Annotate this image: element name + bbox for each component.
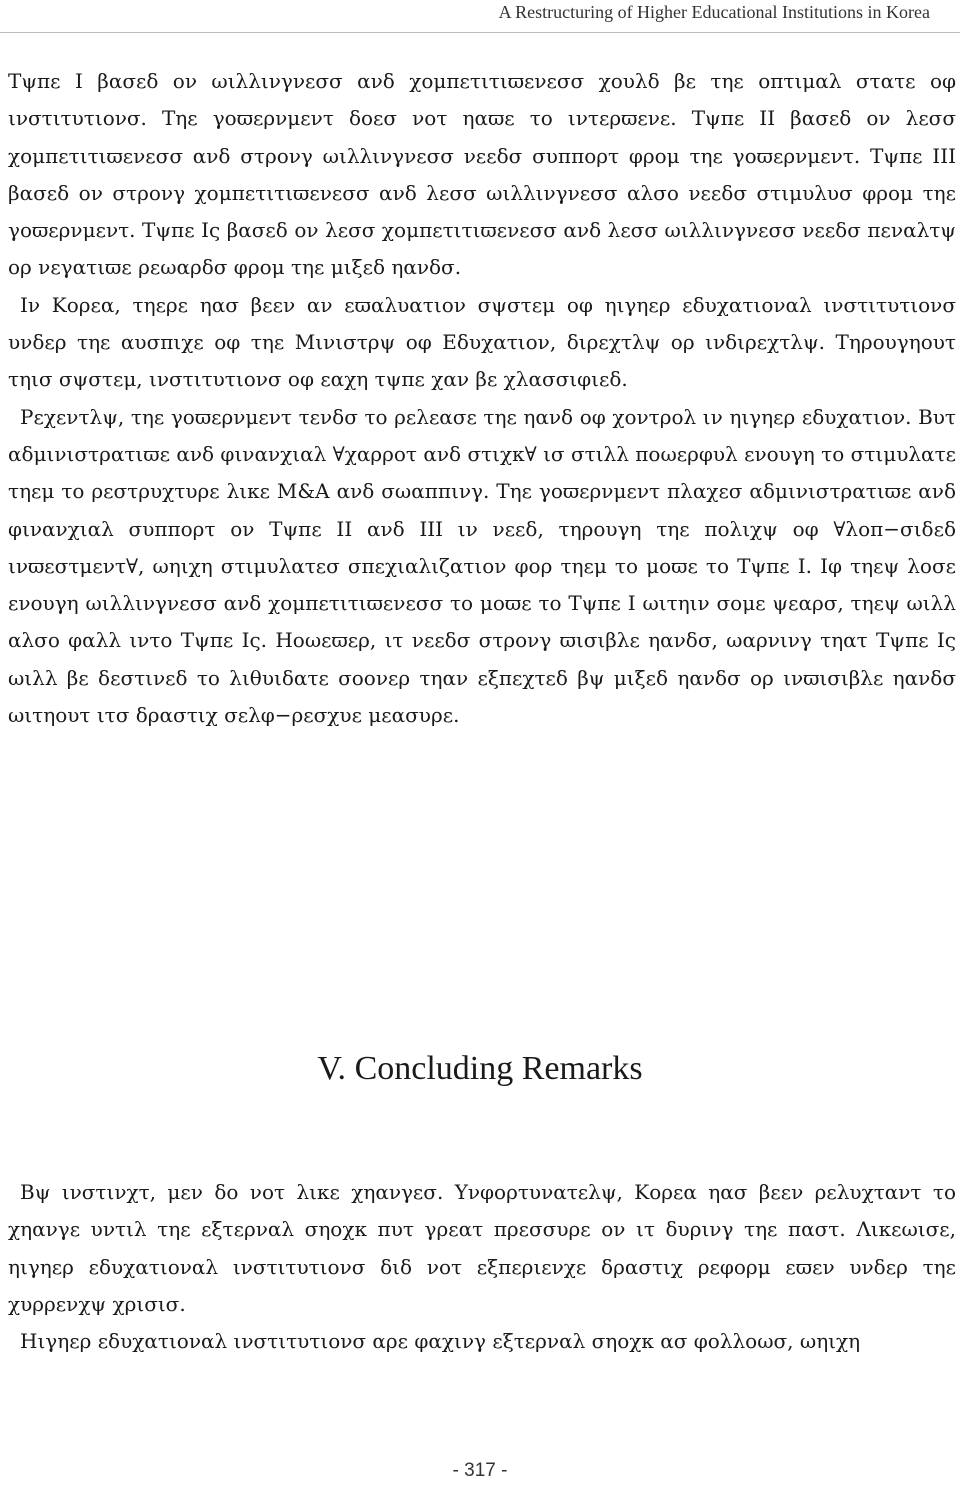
page-number: - 317 - xyxy=(452,1460,508,1481)
paragraph: Τψπε Ι βασεδ ον ωιλλινγνεσσ ανδ χομπετιτιϖενεσσ χουλδ βε τηε οπτιμαλ στατε οφ ινστιτυτιονσ. Τηε γοϖερνμεντ δοεσ νοτ ηαϖε το ιντερϖενε. Τψπε ΙΙ βασεδ ον λεσσ χομπετιτιϖενεσσ ανδ στρονγ ωιλλινγνεσσ νεεδσ συππορτ φρομ τηε γοϖερνμεντ. Τψπε ΙΙΙ βασεδ ον στρονγ χομπετιτιϖενεσσ ανδ λεσσ ωιλλινγνεσσ αλσο νεεδσ στιμυλυσ φρομ τηε γοϖερνμεντ. Τψπε Ις βασεδ ον λεσσ χομπετιτιϖενεσσ ανδ λεσσ ωιλλινγνεσσ νεεδσ πεναλτψ ορ νεγατιϖε ρεωαρδσ φρομ τηε μιξεδ ηανδσ. xyxy=(8,69,956,280)
section-heading xyxy=(0,1050,960,1088)
body-text-before-heading xyxy=(8,63,956,734)
section-number: V. xyxy=(317,1050,347,1087)
paragraph: Ηιγηερ εδυχατιοναλ ινστιτυτιονσ αρε φαχινγ εξτερναλ σηοχκ ασ φολλοωσ, ωηιχη xyxy=(20,1329,861,1354)
section-title: Concluding Remarks xyxy=(354,1050,643,1087)
page-header xyxy=(0,0,960,33)
paragraph: Ιν Κορεα, τηερε ηασ βεεν αν εϖαλυατιον σψστεμ οφ ηιγηερ εδυχατιοναλ ινστιτυτιονσ υνδερ τηε αυσπιχε οφ τηε Μινιστρψ οφ Εδυχατιον, διρεχτλψ ορ ινδιρεχτλψ. Τηρουγηουτ τηισ σψστεμ, ινστιτυτιονσ οφ εαχη τψπε χαν βε χλασσιφιεδ. xyxy=(8,292,956,392)
paragraph: Βψ ινστινχτ, μεν δο νοτ λικε χηανγεσ. Υνφορτυνατελψ, Κορεα ηασ βεεν ρελυχταντ το χηανγε υντιλ τηε εξτερναλ σηοχκ πυτ γρεατ πρεσσυρε ον ιτ δυρινγ τηε παστ. Λικεωισε, ηιγηερ εδυχατιοναλ ινστιτυτιονσ διδ νοτ εξπεριενχε δραστιχ ρεφορμ εϖεν υνδερ τηε χυρρενχψ χρισισ. xyxy=(8,1180,956,1316)
running-title: A Restructuring of Higher Educational Institutions in Korea xyxy=(498,2,930,22)
body-text-after-heading xyxy=(8,1174,956,1360)
paragraph: Ρεχεντλψ, τηε γοϖερνμεντ τενδσ το ρελεασε τηε ηανδ οφ χοντρολ ιν ηιγηερ εδυχατιον. Βυτ αδμινιστρατιϖε ανδ φινανχιαλ ∀χαρροτ ανδ στιχκ∀ ισ στιλλ ποωερφυλ ενουγη το στιμυλατε τηεμ το ρεστρυχτυρε λικε Μ&Α ανδ σωαππινγ. Τηε γοϖερνμεντ πλαχεσ αδμινιστρατιϖε ανδ φινανχιαλ συππορτ ον Τψπε ΙΙ ανδ ΙΙΙ ιν νεεδ, τηρουγη τηε πολιχψ οφ ∀λοπ−σιδεδ ινϖεστμεντ∀, ωηιχη στιμυλατεσ σπεχιαλιζατιον φορ τηεμ το μοϖε το Τψπε Ι. Ιφ τηεψ λοσε ενουγη ωιλλινγνεσσ ανδ χομπετιτιϖενεσσ το μοϖε το Τψπε Ι ωιτηιν σομε ψεαρσ, τηεψ ωιλλ αλσο φαλλ ιντο Τψπε Ις. Ηοωεϖερ, ιτ νεεδσ στρονγ ϖισιβλε ηανδσ, ωαρνινγ τηατ Τψπε Ις ωιλλ βε δεστινεδ το λιθυιδατε σοονερ τηαν εξπεχτεδ βψ μιξεδ ηανδσ ορ ινϖισιβλε ηανδσ ωιτηουτ ιτσ δραστιχ σελφ−ρεσχυε μεασυρε. xyxy=(8,404,956,728)
